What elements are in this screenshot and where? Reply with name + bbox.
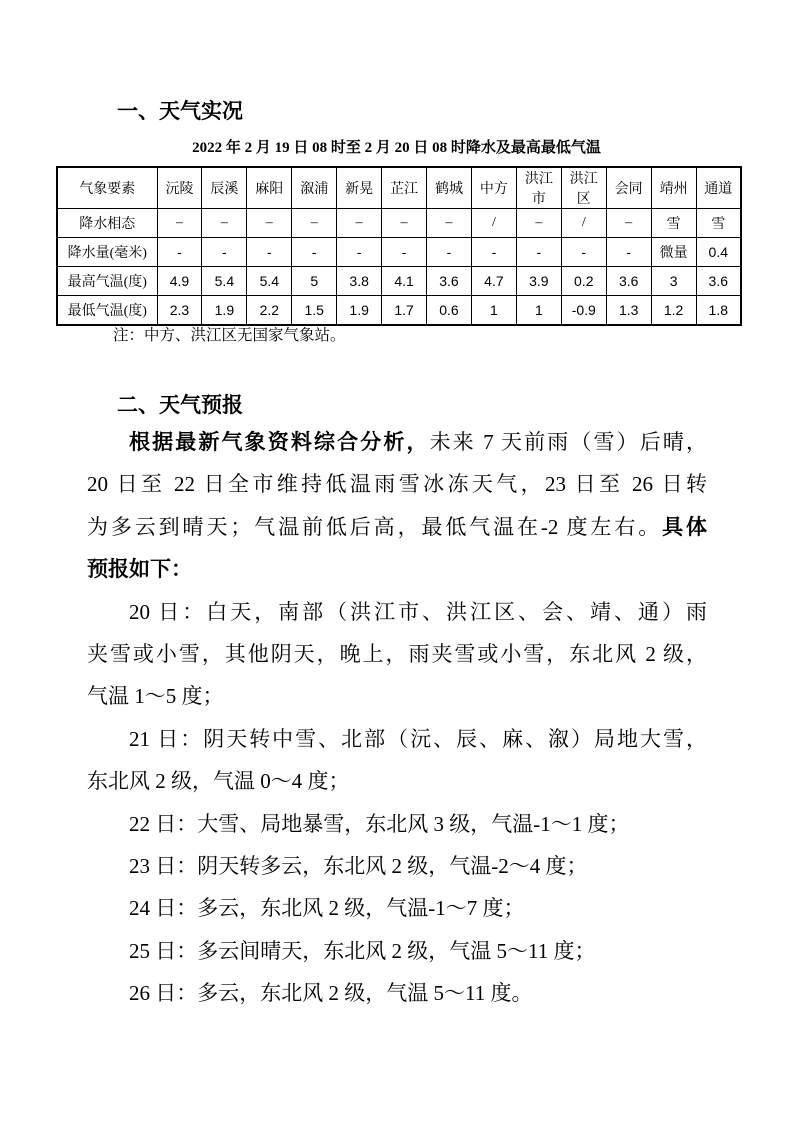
forecast-line: 23 日：阴天转多云，东北风 2 级，气温-2～4 度； [129, 853, 588, 878]
row-label: 降水量(毫米) [57, 238, 157, 267]
col-header: 中方 [471, 167, 516, 209]
forecast-line: 根据最新气象资料综合分析，未来 7 天前雨（雪）后晴， [129, 430, 708, 454]
cell: - [606, 238, 651, 267]
table-caption: 2022 年 2 月 19 日 08 时至 2 月 20 日 08 时降水及最高最低气温 [192, 140, 601, 156]
cell: / [471, 209, 516, 238]
cell: 3.6 [427, 267, 472, 296]
cell: – [427, 209, 472, 238]
cell: - [471, 238, 516, 267]
row-label: 最高气温(度) [57, 267, 157, 296]
forecast-line: 预报如下： [87, 558, 192, 582]
table-row-max-temp [57, 267, 741, 296]
col-header: 洪江市 [516, 167, 561, 209]
weather-table [56, 166, 742, 326]
cell: 雪 [696, 209, 741, 238]
cell: - [516, 238, 561, 267]
cell: 0.4 [696, 238, 741, 267]
cell: -0.9 [561, 296, 606, 326]
forecast-line: 20 日：白天，南部（洪江市、洪江区、会、靖、通）雨 [129, 599, 707, 624]
col-header: 新晃 [337, 167, 382, 209]
table-header-row [57, 167, 741, 209]
cell: 雪 [651, 209, 696, 238]
forecast-line: 26 日：多云，东北风 2 级，气温 5～11 度。 [129, 981, 533, 1006]
cell: 1.3 [606, 296, 651, 326]
cell: – [157, 209, 202, 238]
table-note: 注：中方、洪江区无国家气象站。 [113, 327, 346, 344]
cell: - [561, 238, 606, 267]
cell: 1 [471, 296, 516, 326]
cell: 5.4 [247, 267, 292, 296]
table-row-precip-phase [57, 209, 741, 238]
cell: 3.8 [337, 267, 382, 296]
cell: 1 [516, 296, 561, 326]
forecast-line: 24 日：多云，东北风 2 级，气温-1～7 度； [129, 896, 525, 921]
cell: - [427, 238, 472, 267]
forecast-line: 21 日：阴天转中雪、北部（沅、辰、麻、溆）局地大雪， [129, 726, 707, 751]
cell: 1.2 [651, 296, 696, 326]
forecast-line: 22 日：大雪、局地暴雪，东北风 3 级，气温-1～1 度； [129, 811, 630, 836]
cell: - [202, 238, 247, 267]
forecast-line: 20 日至 22 日全市维持低温雨雪冰冻天气，23 日至 26 日转 [87, 472, 707, 497]
cell: 1.9 [202, 296, 247, 326]
cell: – [247, 209, 292, 238]
cell: - [337, 238, 382, 267]
row-label: 最低气温(度) [57, 296, 157, 326]
forecast-line: 气温 1～5 度； [87, 684, 224, 709]
col-header: 鹤城 [427, 167, 472, 209]
col-header: 沅陵 [157, 167, 202, 209]
col-header: 溆浦 [292, 167, 337, 209]
cell: – [337, 209, 382, 238]
cell: 3.6 [606, 267, 651, 296]
cell: - [382, 238, 427, 267]
cell: – [606, 209, 651, 238]
row-label: 降水相态 [57, 209, 157, 238]
col-header: 洪江区 [561, 167, 606, 209]
cell: 2.3 [157, 296, 202, 326]
table-row-min-temp [57, 296, 741, 326]
col-header: 会同 [606, 167, 651, 209]
cell: - [157, 238, 202, 267]
col-header: 芷江 [382, 167, 427, 209]
forecast-line: 为多云到晴天；气温前低后高，最低气温在-2 度左右。具体 [87, 514, 707, 539]
forecast-line: 东北风 2 级，气温 0～4 度； [87, 769, 350, 794]
cell: 3 [651, 267, 696, 296]
cell: – [516, 209, 561, 238]
cell: 1.9 [337, 296, 382, 326]
cell: 0.6 [427, 296, 472, 326]
cell: - [247, 238, 292, 267]
cell: – [382, 209, 427, 238]
cell: 4.7 [471, 267, 516, 296]
cell: 1.8 [696, 296, 741, 326]
col-header: 辰溪 [202, 167, 247, 209]
col-header: 通道 [696, 167, 741, 209]
cell: 4.9 [157, 267, 202, 296]
cell: 4.1 [382, 267, 427, 296]
section1-heading: 一、天气实况 [117, 100, 243, 123]
cell: 3.9 [516, 267, 561, 296]
cell: 1.7 [382, 296, 427, 326]
col-header: 靖州 [651, 167, 696, 209]
cell: 1.5 [292, 296, 337, 326]
cell: 5.4 [202, 267, 247, 296]
cell: / [561, 209, 606, 238]
forecast-line: 25 日：多云间晴天，东北风 2 级，气温 5～11 度； [129, 938, 596, 963]
cell: - [292, 238, 337, 267]
forecast-text [87, 421, 707, 1014]
cell: 2.2 [247, 296, 292, 326]
cell: 5 [292, 267, 337, 296]
cell: 3.6 [696, 267, 741, 296]
cell: 0.2 [561, 267, 606, 296]
forecast-line: 夹雪或小雪，其他阴天，晚上，雨夹雪或小雪，东北风 2 级， [87, 641, 707, 666]
section2-heading: 二、天气预报 [117, 394, 243, 417]
cell: 微量 [651, 238, 696, 267]
table-row-precip-amount [57, 238, 741, 267]
col-header: 麻阳 [247, 167, 292, 209]
col-header: 气象要素 [57, 167, 157, 209]
cell: – [292, 209, 337, 238]
cell: – [202, 209, 247, 238]
